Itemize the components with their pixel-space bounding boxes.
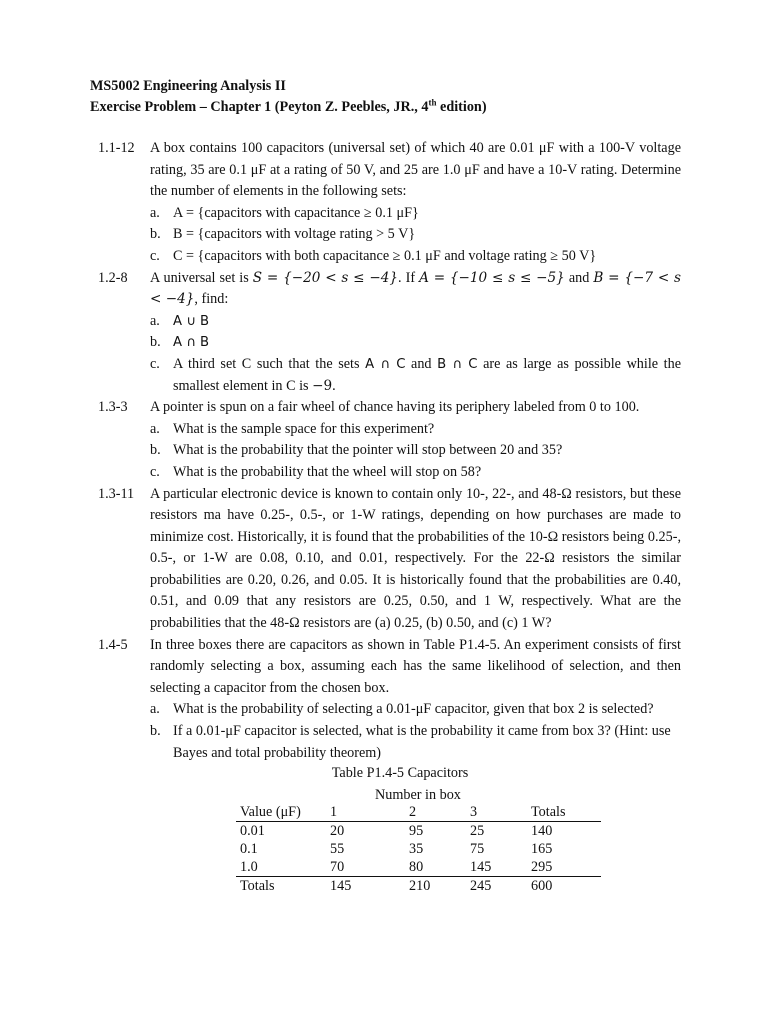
sub-question: a. A = {capacitors with capacitance ≥ 0.1 μF} [150,204,419,221]
table-subheader: Number in box [375,787,461,803]
capacitor-table [236,803,601,895]
problem-1-2-8 [98,268,681,398]
table-row: 1.0 70 80 145 295 [240,859,553,875]
sub-question: b. B = {capacitors with voltage rating > 5 V} [150,226,416,243]
document-header [90,76,487,118]
course-title: MS5002 Engineering Analysis II [90,78,286,94]
problem-statement: A particular electronic device is known to contain only 10-, 22-, and 48-Ω resistors, but these resistors ma have 0.25-, 0.5-, or 1-W ratings, depending on how purchases are made to minimize cost. Historically, it is found that the probabilities of the 10-Ω resistors being 0.25-, 0.5-, or 1-W are 0.08, 0.10, and 0.01, respectively. For the 22-Ω resistors the similar probabilities are 0.20, 0.26, and 0.05. It is historically found that the probabilities are 0.40, 0.51, and 0.09 that any resistors are 0.25, 0.50, and 1 W, respectively. What are the probabilities that the 48-Ω resistors are (a) 0.25, (b) 0.50, and (c) 1 W? [150,485,681,632]
problem-1-1-12 [98,138,681,268]
sub-question: c. A third set C such that the sets A ∩ C and B ∩ C are as large as possible while the smallest element in C is −9. [150,355,682,394]
sub-question: c. C = {capacitors with both capacitance ≥ 0.1 μF and voltage rating ≥ 50 V} [150,247,597,264]
table-row: 0.1 55 35 75 165 [240,841,553,857]
problem-number: 1.3-11 [98,485,135,502]
table-row: 0.01 20 95 25 140 [240,823,553,839]
exercise-title: Exercise Problem – Chapter 1 (Peyton Z. Peebles, JR., 4th edition) [90,97,487,115]
column-header: 2 [387,803,466,822]
problem-1-3-11 [98,484,681,635]
problem-number: 1.4-5 [98,636,128,653]
sub-question: b. If a 0.01-μF capacitor is selected, what is the probability it came from box 3? (Hint: use Bayes and total probability theorem) [150,723,671,761]
table-totals-row: Totals 145 210 245 600 [236,877,601,896]
sub-question: b. What is the probability that the pointer will stop between 20 and 35? [150,442,563,459]
table-title: Table P1.4-5 Capacitors [331,765,469,781]
table-header-row [236,803,601,822]
problem-statement: In three boxes there are capacitors as shown in Table P1.4-5. An experiment consists of first randomly selecting a box, assuming each has the same likelihood of selection, and then selecting a capacitor from the chosen box. [150,636,681,696]
sub-question: a. What is the sample space for this experiment? [150,420,435,437]
column-header: Value (μF) [236,803,326,822]
problem-1-4-5 [98,635,681,765]
problem-statement: A pointer is spun on a fair wheel of chance having its periphery labeled from 0 to 100. [150,399,640,416]
sub-question: b. A ∩ B [150,334,210,351]
problem-1-3-3 [98,397,681,483]
problem-number: 1.3-3 [98,399,128,416]
problem-number: 1.1-12 [98,140,135,156]
column-header: Totals [527,803,601,822]
problem-list [98,138,681,764]
problem-number: 1.2-8 [98,269,128,286]
problem-statement: A box contains 100 capacitors (universal set) of which 40 are 0.01 μF with a 100-V voltage rating, 35 are 0.1 μF at a rating of 50 V, and 25 are 1.0 μF and have a 10-V rating. Determine the number of elements in the following sets: [150,140,681,200]
column-header: 3 [466,803,527,822]
sub-question: c. What is the probability that the wheel will stop on 58? [150,463,482,480]
sub-question: a. What is the probability of selecting a 0.01-μF capacitor, given that box 2 is selected? [150,701,654,718]
sub-question: a. A ∪ B [150,312,210,329]
column-header: 1 [326,803,387,822]
problem-statement: A universal set is S = {−20 < s ≤ −4}. If A = {−10 ≤ s ≤ −5} and B = {−7 < s < −4}, find: [150,269,681,308]
